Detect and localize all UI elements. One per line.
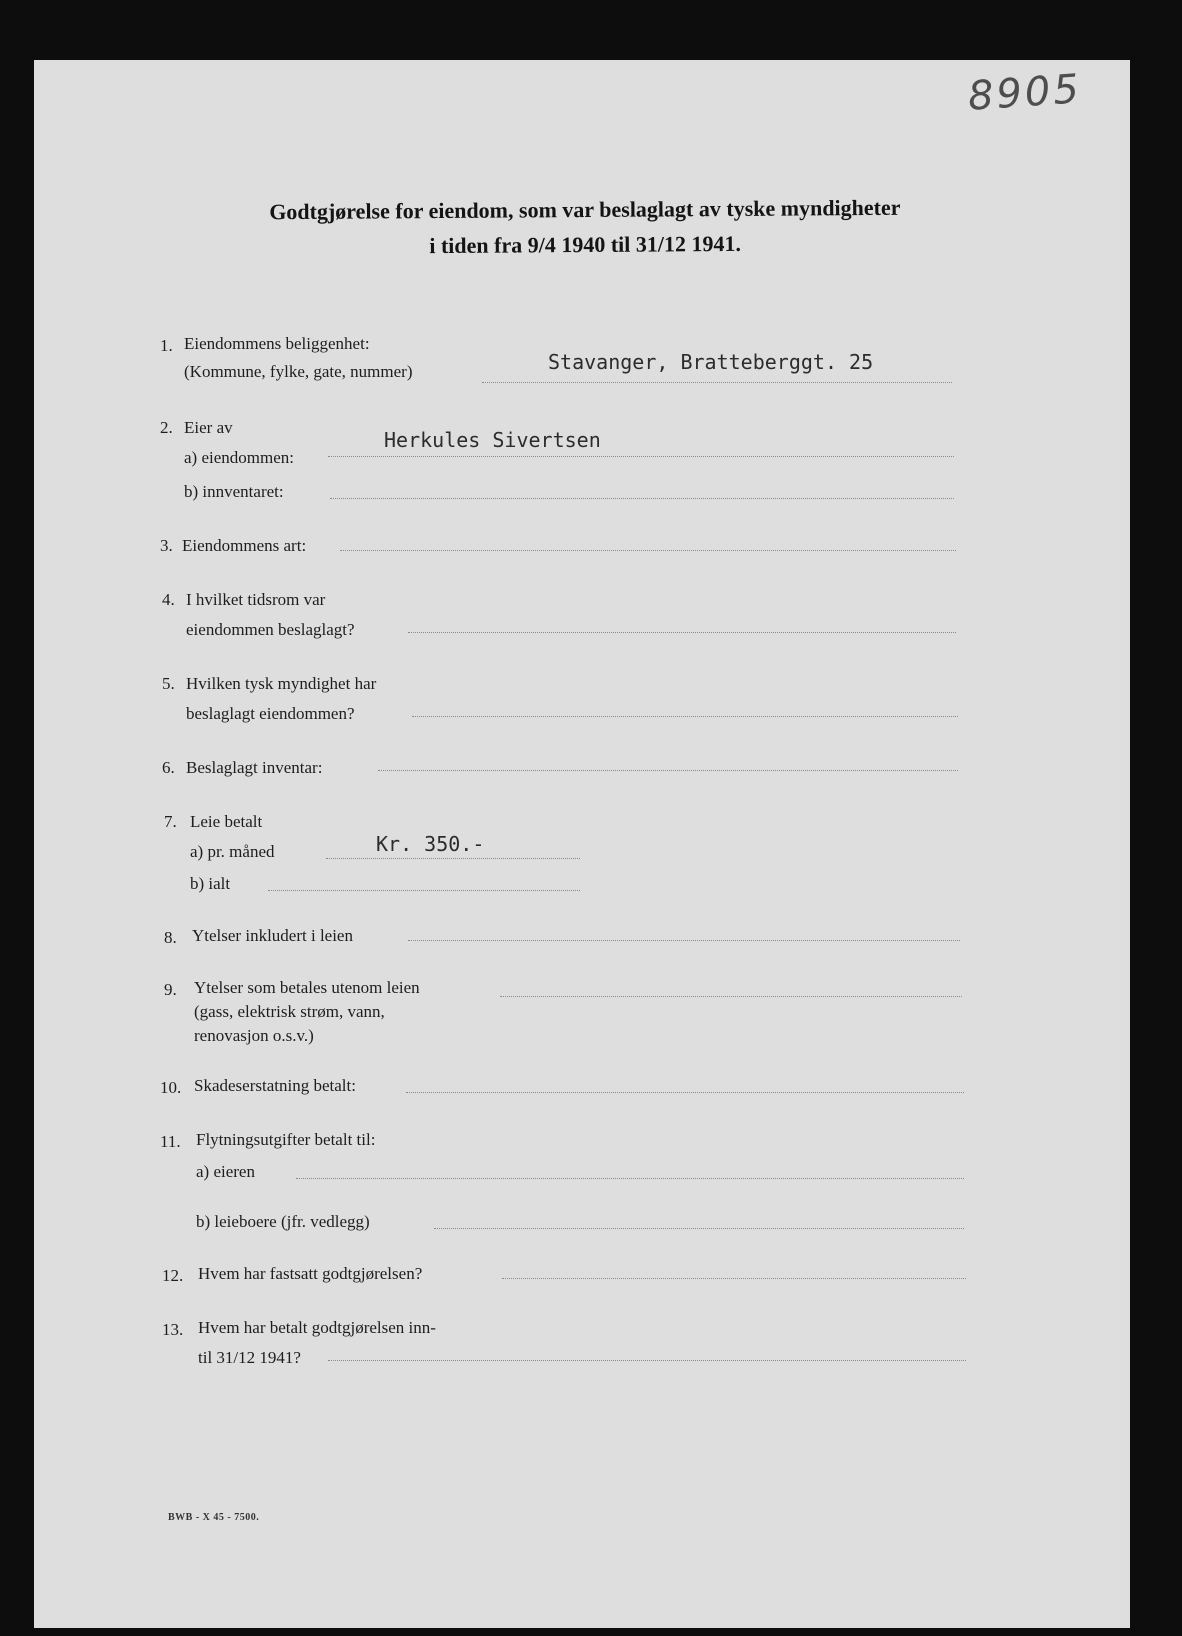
item-5-line [412,716,958,717]
item-7-label: Leie betalt [190,812,263,831]
item-11b-line [434,1228,964,1229]
item-1-label: Eiendommens beliggenhet: [184,334,370,353]
item-8-line [408,940,960,941]
item-2b-label: b) innventaret: [184,482,284,501]
item-12-line [502,1278,966,1279]
item-9-sublabel-1: (gass, elektrisk strøm, vann, [194,1002,385,1021]
item-13-label: Hvem har betalt godtgjørelsen inn- [198,1318,436,1337]
item-3-number: 3. [160,536,173,555]
item-10-line [406,1092,964,1093]
item-12-number: 12. [162,1266,184,1285]
item-2-number: 2. [160,418,173,437]
item-1-number: 1. [160,336,173,355]
title-line-1: Godtgjørelse for eiendom, som var beslaglagt av tyske myndigheter [269,194,901,225]
archive-number: 8905 [966,66,1084,120]
item-9-label: Ytelser som betales utenom leien [194,978,420,997]
item-4-sublabel: eiendommen beslaglagt? [186,620,355,639]
item-5-sublabel: beslaglagt eiendommen? [186,704,355,723]
item-6-line [378,770,958,771]
item-2a-value: Herkules Sivertsen [384,428,601,452]
item-4-label: I hvilket tidsrom var [186,590,326,609]
item-11-number: 11. [160,1132,181,1151]
item-1-line [482,382,952,383]
item-7a-line [326,858,580,859]
item-10-label: Skadeserstatning betalt: [194,1076,356,1095]
item-6-label: Beslaglagt inventar: [186,758,323,777]
form-title [174,189,996,265]
item-1-value: Stavanger, Bratteberggt. 25 [548,350,874,374]
item-7b-label: b) ialt [190,874,231,893]
item-9-sublabel-2: renovasjon o.s.v.) [194,1026,314,1045]
item-2a-line [328,456,954,457]
item-2a-label: a) eiendommen: [184,448,294,467]
item-12-label: Hvem har fastsatt godtgjørelsen? [198,1264,423,1283]
item-4-line [408,632,956,633]
item-11b-label: b) leieboere (jfr. vedlegg) [196,1212,370,1231]
item-13-line [328,1360,966,1361]
item-1-sublabel: (Kommune, fylke, gate, nummer) [184,362,413,381]
item-5-label: Hvilken tysk myndighet har [186,674,377,693]
item-11-label: Flytningsutgifter betalt til: [196,1130,376,1149]
item-8-label: Ytelser inkludert i leien [192,926,353,945]
item-9-line [500,996,962,997]
item-3-label: Eiendommens art: [182,536,307,555]
item-10-number: 10. [160,1078,182,1097]
item-4-number: 4. [162,590,175,609]
item-11a-line [296,1178,964,1179]
item-7a-label: a) pr. måned [190,842,275,861]
item-9-number: 9. [164,980,177,999]
item-7b-line [268,890,580,891]
title-line-2: i tiden fra 9/4 1940 til 31/12 1941. [429,230,742,259]
item-7a-value: Kr. 350.- [376,832,485,856]
item-11a-label: a) eieren [196,1162,255,1181]
form-page [34,60,1130,1628]
item-2b-line [330,498,954,499]
item-8-number: 8. [164,928,177,947]
print-code: BWB - X 45 - 7500. [168,1512,260,1523]
item-3-line [340,550,956,551]
item-13-sublabel: til 31/12 1941? [198,1348,301,1367]
item-7-number: 7. [164,812,177,831]
item-6-number: 6. [162,758,175,777]
item-13-number: 13. [162,1320,184,1339]
item-5-number: 5. [162,674,175,693]
item-2-label: Eier av [184,418,233,437]
